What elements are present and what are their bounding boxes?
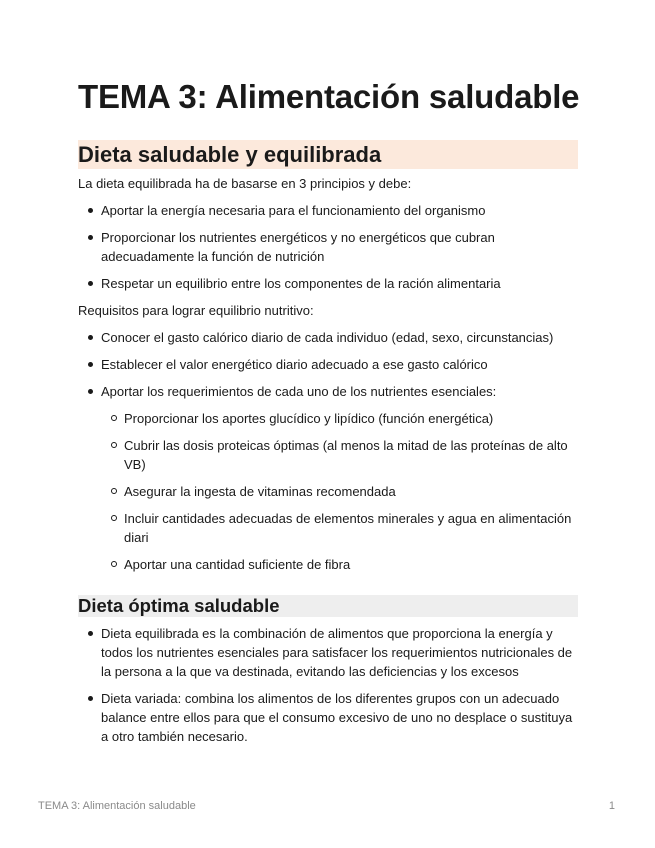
list-item: Cubrir las dosis proteicas óptimas (al menos la mitad de las proteínas de alto VB) <box>78 436 578 474</box>
section1-intro: La dieta equilibrada ha de basarse en 3 principios y debe: <box>78 176 412 191</box>
requirements-list <box>78 328 578 401</box>
requirements-intro: Requisitos para lograr equilibrio nutritivo: <box>78 303 314 318</box>
nutrient-sublist <box>78 409 578 574</box>
optima-list <box>78 624 578 746</box>
section-heading-dieta-saludable: Dieta saludable y equilibrada <box>78 140 578 169</box>
list-item: Aportar la energía necesaria para el funcionamiento del organismo <box>78 201 578 220</box>
footer-title: TEMA 3: Alimentación saludable <box>38 800 196 812</box>
list-item: Asegurar la ingesta de vitaminas recomendada <box>78 482 578 501</box>
list-item: Conocer el gasto calórico diario de cada individuo (edad, sexo, circunstancias) <box>78 328 578 347</box>
list-item: Dieta variada: combina los alimentos de los diferentes grupos con un adecuado balance entre ellos para que el consumo excesivo de uno no desplace o sustituya a otro también necesario. <box>78 689 578 746</box>
list-item: Aportar los requerimientos de cada uno de los nutrientes esenciales: <box>78 382 578 401</box>
list-item: Establecer el valor energético diario adecuado a ese gasto calórico <box>78 355 578 374</box>
list-item: Incluir cantidades adecuadas de elementos minerales y agua en alimentación diari <box>78 509 578 547</box>
page-number: 1 <box>608 800 615 812</box>
principles-list <box>78 201 578 293</box>
list-item: Proporcionar los aportes glucídico y lipídico (función energética) <box>78 409 578 428</box>
list-item: Proporcionar los nutrientes energéticos y no energéticos que cubran adecuadamente la función de nutrición <box>78 228 578 266</box>
list-item: Respetar un equilibrio entre los componentes de la ración alimentaria <box>78 274 578 293</box>
list-item: Dieta equilibrada es la combinación de alimentos que proporciona la energía y todos los nutrientes esenciales para satisfacer los requerimientos nutricionales de la persona a la que va destinada, evitando las deficiencias y los excesos <box>78 624 578 681</box>
page-title: TEMA 3: Alimentación saludable <box>78 78 580 115</box>
section-heading-dieta-optima: Dieta óptima saludable <box>78 595 578 617</box>
list-item: Aportar una cantidad suficiente de fibra <box>78 555 578 574</box>
